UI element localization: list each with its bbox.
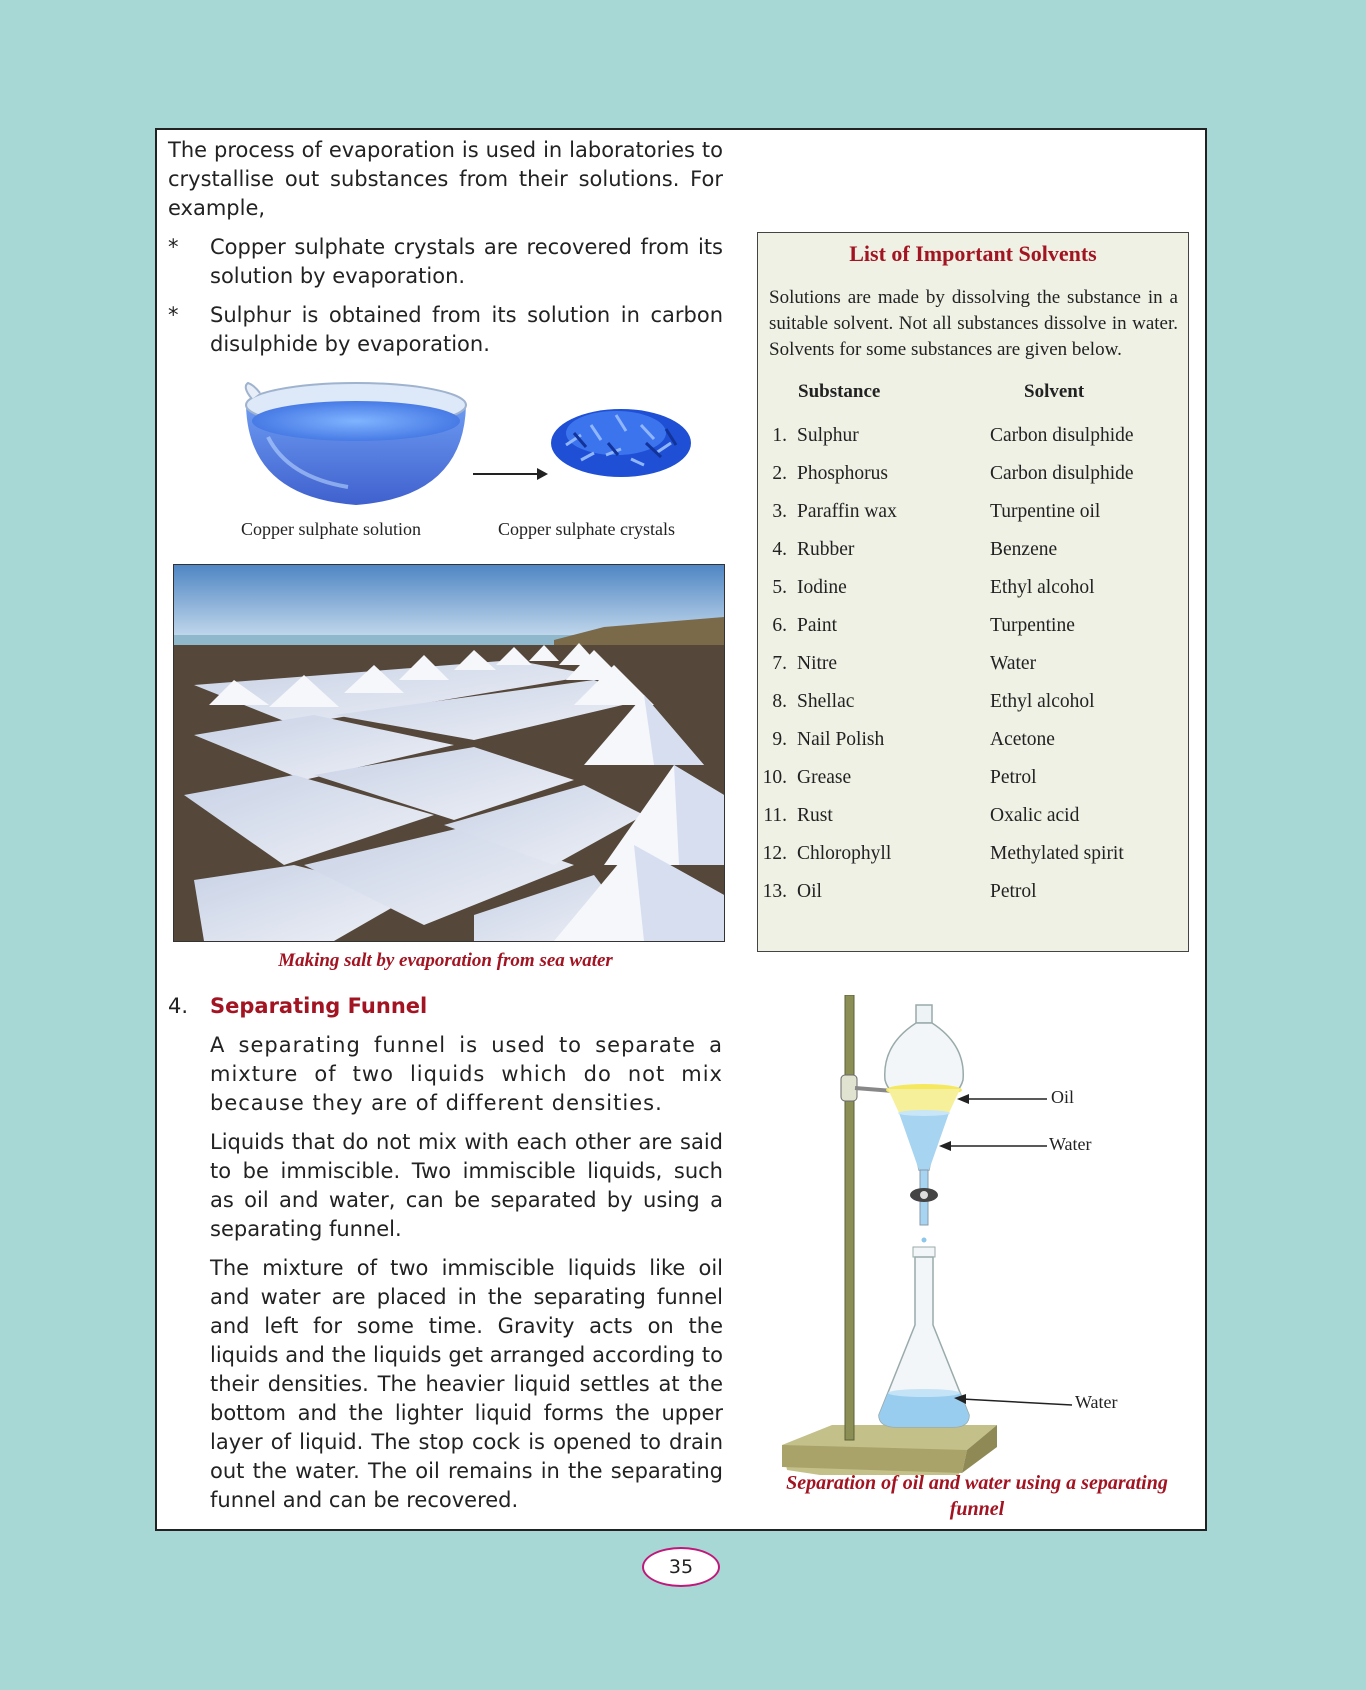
label-water-funnel: Water — [1049, 1134, 1092, 1154]
row-number: 8. — [772, 691, 787, 712]
row-solvent: Turpentine — [990, 615, 1075, 636]
row-solvent: Carbon disulphide — [990, 425, 1134, 446]
copper-sulphate-figure — [168, 369, 723, 554]
row-solvent: Petrol — [990, 881, 1037, 902]
row-number: 1. — [772, 425, 787, 446]
intro-paragraph: The process of evaporation is used in laboratories to crystallise out substances from their solutions. For example, — [168, 138, 723, 220]
row-number: 12. — [762, 843, 787, 864]
row-substance: Rust — [797, 805, 833, 826]
row-number: 13. — [762, 881, 787, 902]
bullet-text: Copper sulphate crystals are recovered from its solution by evaporation. — [210, 235, 723, 288]
row-substance: Shellac — [797, 691, 855, 712]
bullet-sulphur — [168, 301, 723, 359]
row-solvent: Acetone — [990, 729, 1055, 750]
section-title: Separating Funnel — [210, 994, 428, 1018]
section-paragraph-2: Liquids that do not mix with each other are said to be immiscible. Two immiscible liquids, such as oil and water, can be separated by using a separating funnel. — [210, 1130, 723, 1241]
separating-funnel-figure — [757, 995, 1197, 1475]
row-substance: Grease — [797, 767, 852, 788]
solvents-box-title: List of Important Solvents — [849, 241, 1097, 266]
solvent-row — [758, 805, 1188, 843]
row-substance: Oil — [797, 881, 822, 902]
solvent-row — [758, 767, 1188, 805]
row-number: 4. — [772, 539, 787, 560]
solvent-row — [758, 881, 1188, 919]
salt-photo-caption: Making salt by evaporation from sea water — [278, 950, 613, 971]
row-substance: Paraffin wax — [797, 501, 897, 522]
solvents-box — [757, 232, 1189, 952]
section-paragraph-3: The mixture of two immiscible liquids like oil and water are placed in the separating funnel and left for some time. Gravity acts on the liquids and the liquids get arranged according to their densities. The heavier liquid settles at the bottom and the lighter liquid forms the upper layer of liquid. The stop cock is opened to drain out the water. The oil remains in the separating funnel and can be recovered. — [210, 1256, 723, 1512]
row-substance: Nail Polish — [797, 729, 885, 750]
row-solvent: Carbon disulphide — [990, 463, 1134, 484]
row-solvent: Water — [990, 653, 1037, 674]
solvent-row — [758, 577, 1188, 615]
solvents-table-rows — [758, 425, 1188, 919]
row-solvent: Oxalic acid — [990, 805, 1080, 826]
solvent-row — [758, 729, 1188, 767]
solvent-row — [758, 539, 1188, 577]
row-number: 6. — [772, 615, 787, 636]
row-solvent: Turpentine oil — [990, 501, 1101, 522]
row-substance: Phosphorus — [797, 463, 889, 484]
row-number: 5. — [772, 577, 787, 598]
section-paragraph-1: A separating funnel is used to separate a mixture of two liquids which do not mix because they are of different densities. — [210, 1033, 723, 1115]
page-number: 35 — [642, 1547, 720, 1587]
row-number: 3. — [772, 501, 787, 522]
row-solvent: Methylated spirit — [990, 843, 1124, 864]
row-substance: Chlorophyll — [797, 843, 892, 864]
solvent-row — [758, 463, 1188, 501]
solvent-row — [758, 501, 1188, 539]
row-substance: Nitre — [797, 653, 838, 674]
bullet-mark: * — [168, 235, 179, 259]
row-number: 9. — [772, 729, 787, 750]
arrow-icon — [473, 467, 548, 481]
bullet-text: Sulphur is obtained from its solution in carbon disulphide by evaporation. — [210, 303, 723, 356]
section-body — [168, 1031, 723, 1515]
solvent-row — [758, 653, 1188, 691]
row-substance: Sulphur — [797, 425, 859, 446]
crystals-illustration — [546, 395, 696, 481]
row-number: 11. — [763, 805, 787, 826]
section-number: 4. — [168, 994, 189, 1018]
row-solvent: Petrol — [990, 767, 1037, 788]
bullet-mark: * — [168, 303, 179, 327]
solvent-row — [758, 843, 1188, 881]
label-oil: Oil — [1051, 1087, 1075, 1107]
row-solvent: Benzene — [990, 539, 1058, 560]
bullet-copper — [168, 233, 723, 291]
row-number: 10. — [762, 767, 787, 788]
solvents-table-header — [758, 381, 1188, 411]
row-number: 7. — [772, 653, 787, 674]
left-column — [168, 136, 723, 1525]
solvent-row — [758, 425, 1188, 463]
salt-pans-photo — [173, 564, 725, 942]
salt-pans-illustration — [174, 565, 724, 941]
funnel-caption: Separation of oil and water using a separating funnel — [786, 1472, 1168, 1520]
separating-funnel-illustration — [757, 995, 1197, 1475]
row-substance: Iodine — [797, 577, 847, 598]
solvents-box-intro: Solutions are made by dissolving the substance in a suitable solvent. Not all substances dissolve in water. Solvents for some substances are given below. — [769, 287, 1178, 360]
section-heading — [168, 992, 723, 1021]
col-substance: Substance — [798, 381, 881, 402]
page-frame — [155, 128, 1207, 1531]
row-solvent: Ethyl alcohol — [990, 577, 1095, 598]
evaporating-dish-illustration — [238, 377, 473, 512]
row-number: 2. — [772, 463, 787, 484]
solvent-row — [758, 691, 1188, 729]
solution-caption: Copper sulphate solution — [241, 519, 421, 539]
row-substance: Paint — [797, 615, 838, 636]
label-water-flask: Water — [1075, 1392, 1118, 1412]
row-solvent: Ethyl alcohol — [990, 691, 1095, 712]
solvent-row — [758, 615, 1188, 653]
crystals-caption: Copper sulphate crystals — [498, 519, 675, 539]
row-substance: Rubber — [797, 539, 855, 560]
col-solvent: Solvent — [1024, 381, 1085, 402]
